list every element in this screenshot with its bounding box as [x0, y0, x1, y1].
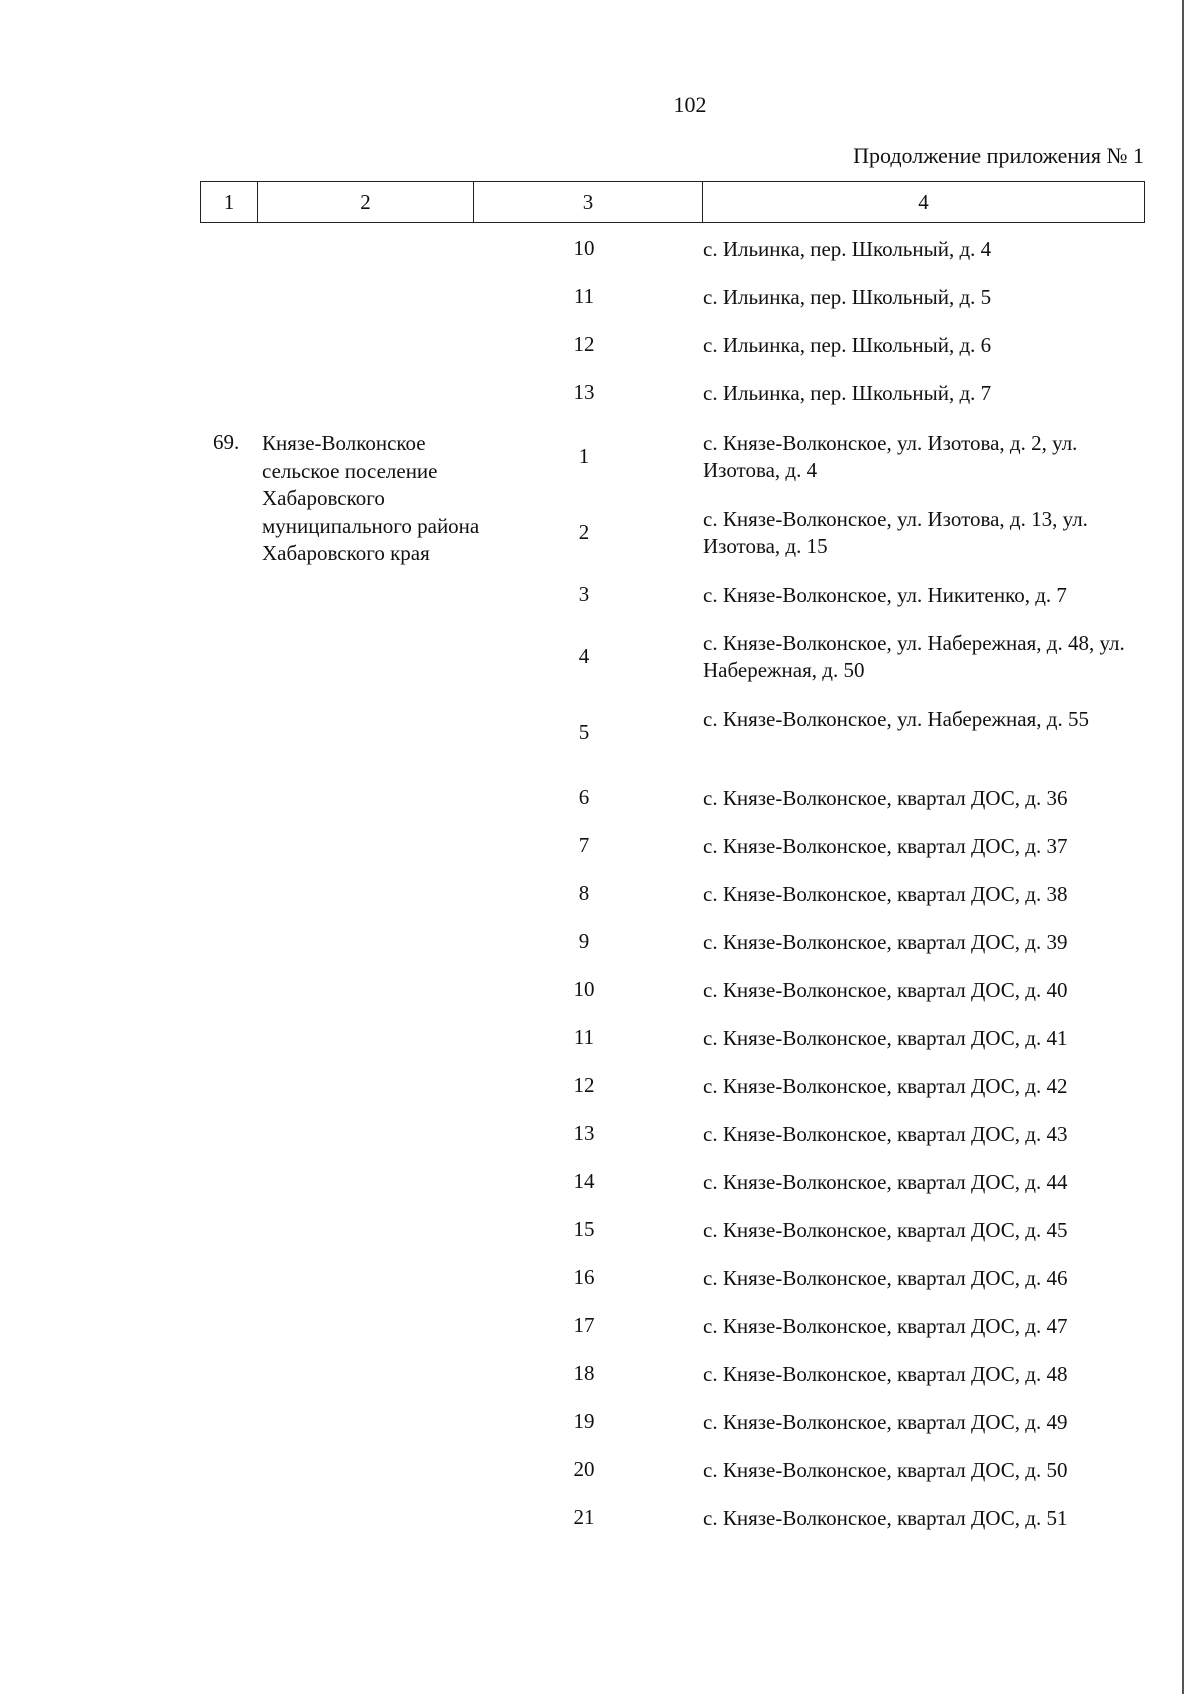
page-number: 102	[673, 92, 707, 117]
row-number: 2	[578, 520, 590, 544]
row-address: с. Князе-Волконское, квартал ДОС, д. 46	[703, 1266, 1068, 1290]
row-number: 1	[578, 444, 590, 468]
header-col-3: 3	[474, 182, 703, 222]
row-address: с. Князе-Волконское, квартал ДОС, д. 40	[703, 978, 1068, 1002]
row-number: 13	[573, 380, 595, 404]
row-number: 16	[573, 1265, 595, 1289]
row-number: 11	[573, 1025, 595, 1049]
row-address: с. Князе-Волконское, квартал ДОС, д. 50	[703, 1458, 1068, 1482]
row-number: 4	[578, 644, 590, 668]
row-address: с. Князе-Волконское, квартал ДОС, д. 49	[703, 1410, 1068, 1434]
row-address: с. Князе-Волконское, ул. Набережная, д. 55	[703, 707, 1089, 731]
row-address: с. Ильинка, пер. Школьный, д. 7	[703, 381, 992, 405]
row-number: 3	[578, 582, 590, 606]
row-number: 6	[578, 785, 590, 809]
row-number: 17	[573, 1313, 595, 1337]
row-address: с. Князе-Волконское, ул. Никитенко, д. 7	[703, 583, 1067, 607]
row-address: с. Князе-Волконское, квартал ДОС, д. 39	[703, 930, 1068, 954]
row-address: с. Князе-Волконское, квартал ДОС, д. 42	[703, 1074, 1068, 1098]
row-number: 18	[573, 1361, 595, 1385]
row-address: с. Князе-Волконское, квартал ДОС, д. 48	[703, 1362, 1068, 1386]
row-number: 14	[573, 1169, 595, 1193]
row-address: с. Ильинка, пер. Школьный, д. 5	[703, 285, 992, 309]
row-number: 5	[578, 720, 590, 744]
row-number: 15	[573, 1217, 595, 1241]
row-address: с. Князе-Волконское, ул. Изотова, д. 2, ул. Изотова, д. 4	[703, 431, 1078, 482]
row-address: с. Князе-Волконское, квартал ДОС, д. 44	[703, 1170, 1068, 1194]
row-number: 10	[573, 236, 595, 260]
continuation-label: Продолжение приложения № 1	[853, 143, 1144, 168]
row-number: 20	[573, 1457, 595, 1481]
header-col-4: 4	[918, 190, 929, 214]
row-address: с. Князе-Волконское, ул. Набережная, д. 48, ул. Набережная, д. 50	[703, 631, 1125, 682]
scan-edge-line	[1182, 0, 1184, 1694]
group-name: Князе-Волконское сельское поселение Хабаровского муниципального района Хабаровского края	[262, 431, 480, 565]
row-number: 13	[573, 1121, 595, 1145]
row-address: с. Ильинка, пер. Школьный, д. 4	[703, 237, 992, 261]
row-number: 19	[573, 1409, 595, 1433]
row-address: с. Князе-Волконское, квартал ДОС, д. 41	[703, 1026, 1068, 1050]
row-number: 10	[573, 977, 595, 1001]
row-number: 7	[578, 833, 590, 857]
header-col-2: 2	[258, 182, 474, 222]
row-address: с. Ильинка, пер. Школьный, д. 6	[703, 333, 992, 357]
row-address: с. Князе-Волконское, квартал ДОС, д. 45	[703, 1218, 1068, 1242]
row-address: с. Князе-Волконское, ул. Изотова, д. 13, ул. Изотова, д. 15	[703, 507, 1088, 558]
row-number: 11	[573, 284, 595, 308]
group-index: 69.	[213, 430, 240, 454]
row-address: с. Князе-Волконское, квартал ДОС, д. 47	[703, 1314, 1068, 1338]
row-address: с. Князе-Волконское, квартал ДОС, д. 38	[703, 882, 1068, 906]
row-number: 12	[573, 1073, 595, 1097]
row-address: с. Князе-Волконское, квартал ДОС, д. 37	[703, 834, 1068, 858]
table-header	[200, 181, 1145, 223]
row-number: 21	[573, 1505, 595, 1529]
row-address: с. Князе-Волконское, квартал ДОС, д. 51	[703, 1506, 1068, 1530]
row-number: 12	[573, 332, 595, 356]
row-address: с. Князе-Волконское, квартал ДОС, д. 43	[703, 1122, 1068, 1146]
row-address: с. Князе-Волконское, квартал ДОС, д. 36	[703, 786, 1068, 810]
row-number: 9	[578, 929, 590, 953]
header-col-1: 1	[201, 182, 258, 222]
row-number: 8	[578, 881, 590, 905]
